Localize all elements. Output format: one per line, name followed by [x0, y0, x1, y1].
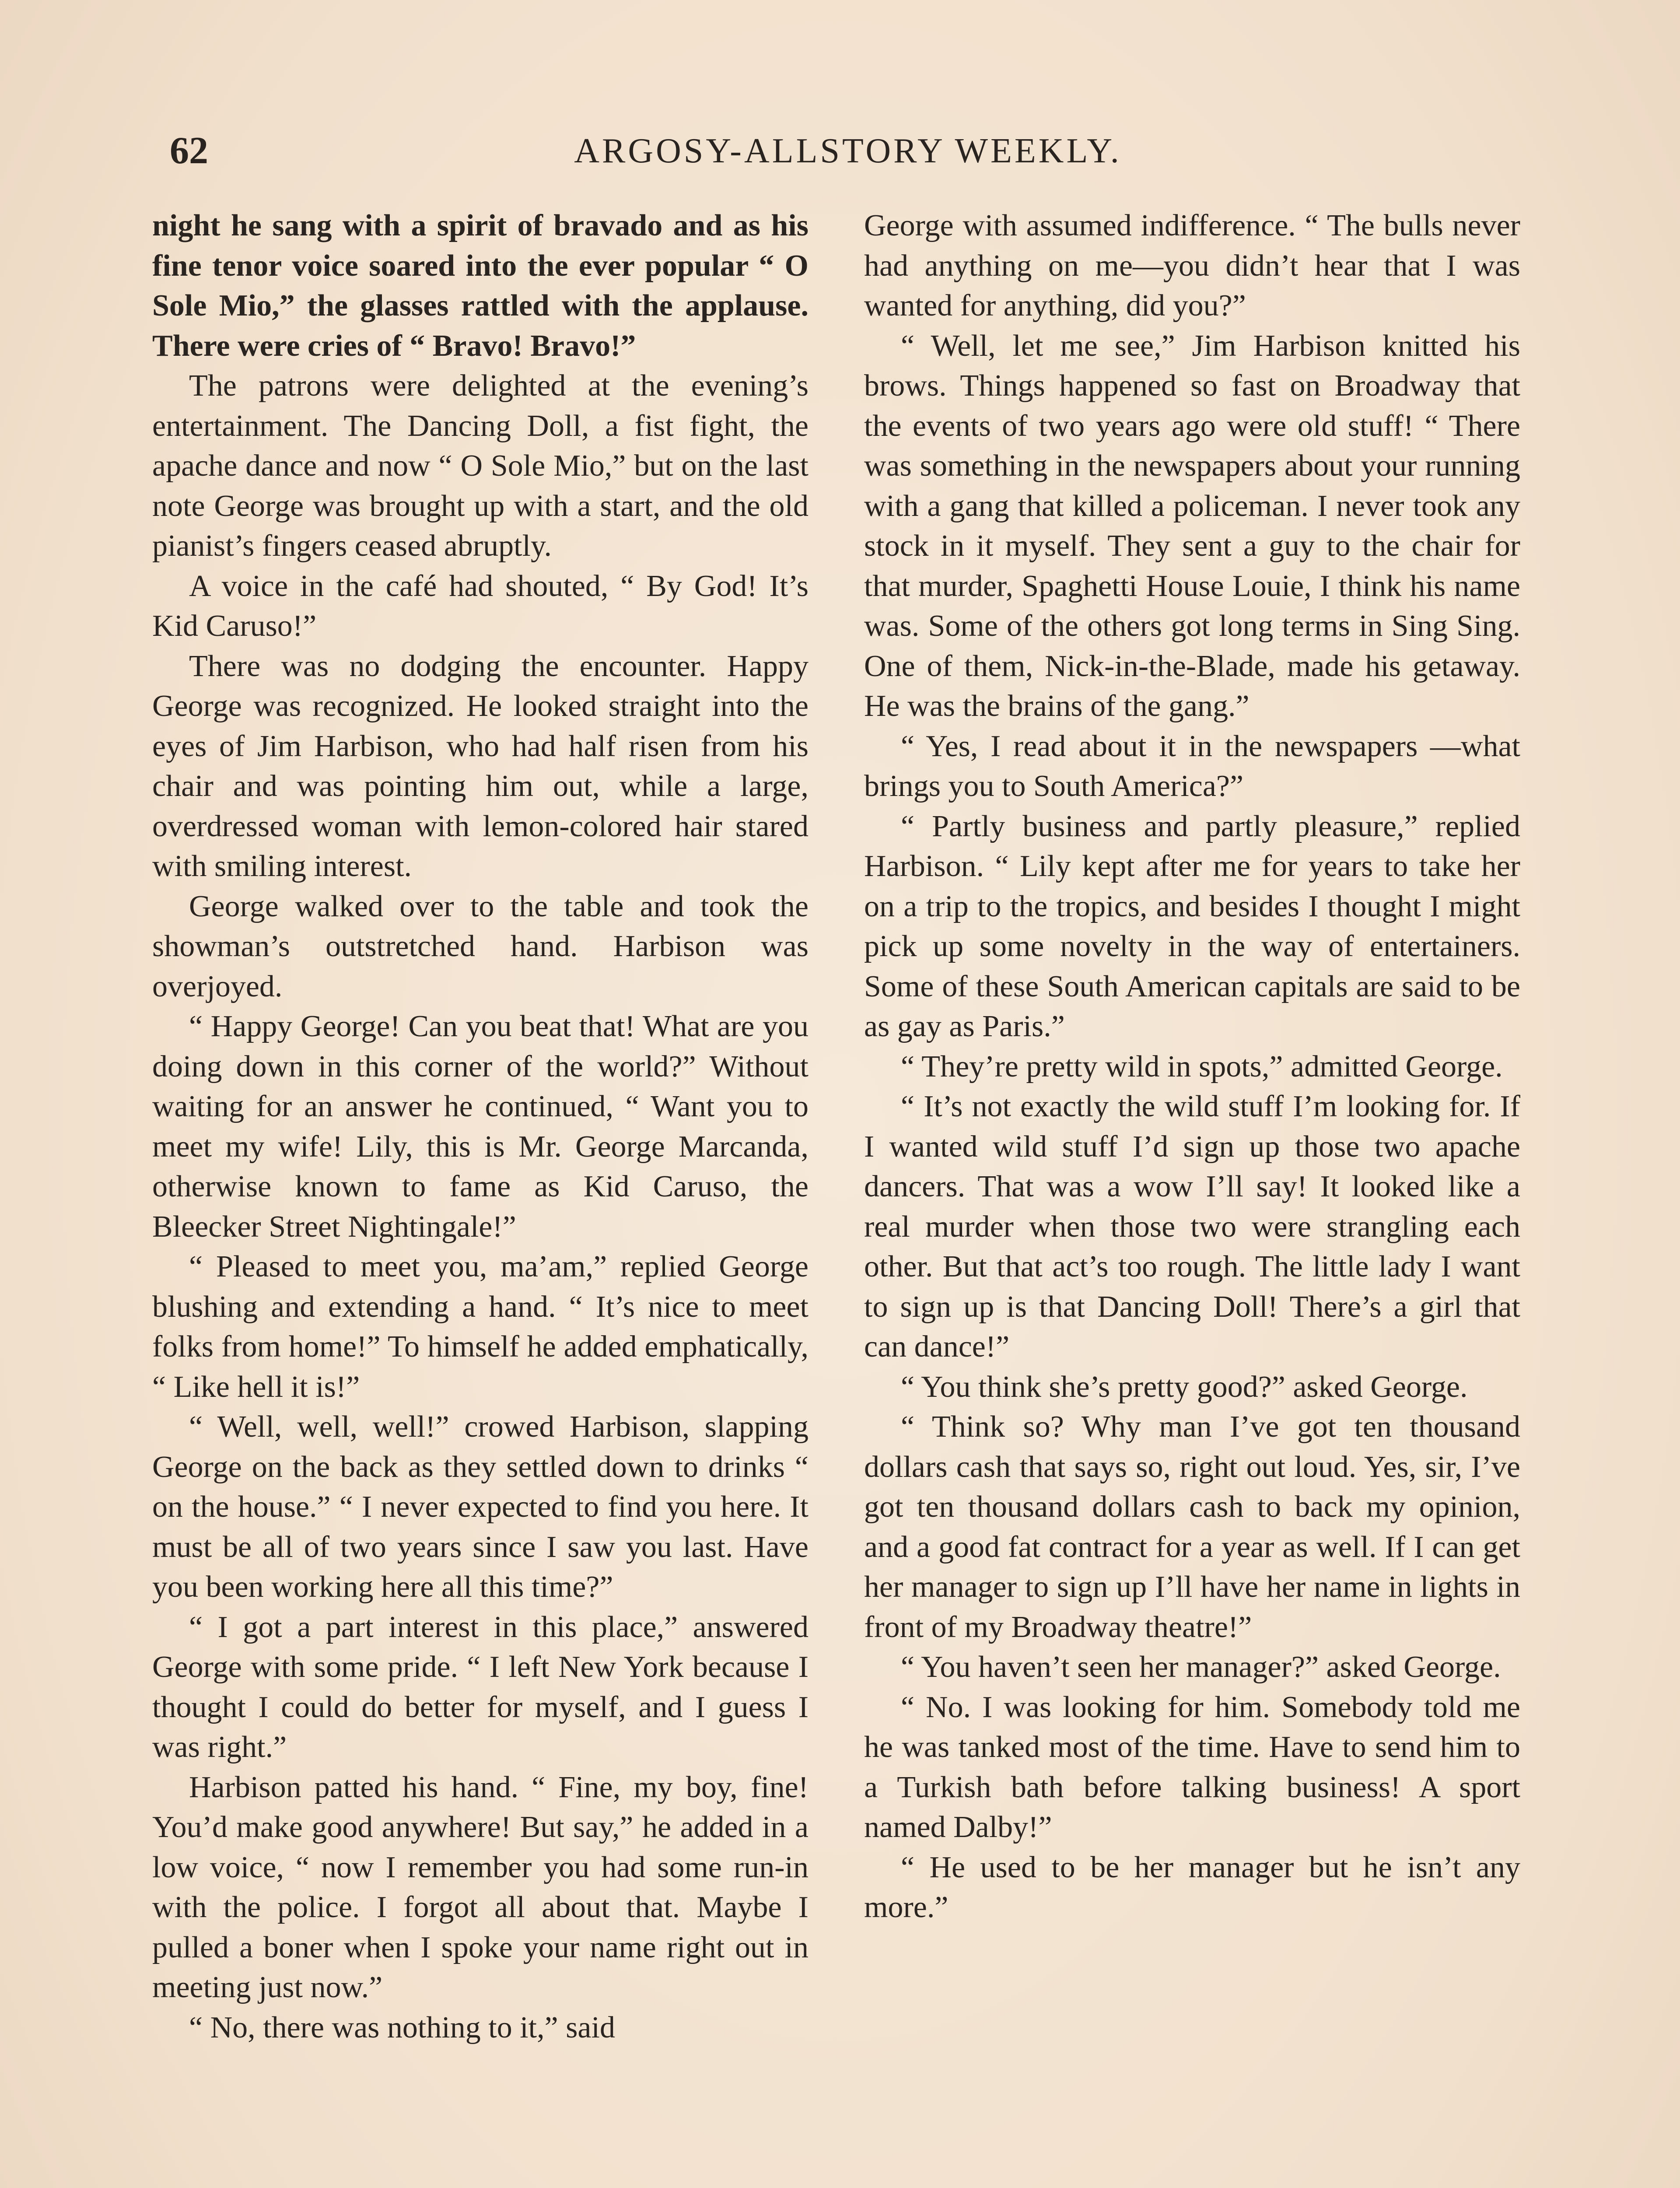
paragraph: “ He used to be her manager but he isn’t any more.” [864, 1850, 1520, 1924]
paragraph: “ Yes, I read about it in the newspapers —what brings you to South America?” [864, 729, 1520, 803]
paragraph: “ Partly business and partly pleasure,” replied Harbison. “ Lily kept after me for years to take her on a trip to the tropics, and besides I thought I might pick up some novelty in the way of entertainers. Some of these South American capitals are said to be as gay as Paris.” [864, 809, 1520, 1043]
paragraph: The patrons were delighted at the evening’s entertainment. The Dancing Doll, a fist fight, the apache dance and now “ O Sole Mio,” but on the last note George was brought up with a start, and the old pianist’s fingers ceased abruptly. [152, 369, 808, 563]
paragraph: “ Well, well, well!” crowed Harbison, slapping George on the back as they settled down to drinks “ on the house.” “ I never expected to find you here. It must be all of two years since I saw you last. Have you been working here all this time?” [152, 1410, 808, 1604]
paragraph: A voice in the café had shouted, “ By God! It’s Kid Caruso!” [152, 569, 808, 643]
page-header [170, 127, 1526, 175]
paragraph: “ Happy George! Can you beat that! What are you doing down in this corner of the world?” Without waiting for an answer he continued, “ Want you to meet my wife! Lily, this is Mr. George Marcanda, otherwise known to fame as Kid Caruso, the Bleecker Street Nightingale!” [152, 1010, 808, 1244]
paragraph: George with assumed indifference. “ The bulls never had anything on me—you didn’t hear that I was wanted for anything, did you?” [864, 209, 1520, 323]
paragraph: “ They’re pretty wild in spots,” admitted George. [901, 1049, 1503, 1083]
paragraph: “ You haven’t seen her manager?” asked George. [901, 1650, 1501, 1684]
paragraph: “ I got a part interest in this place,” answered George with some pride. “ I left New York because I thought I could do better for myself, and I guess I was right.” [152, 1610, 808, 1764]
running-head: ARGOSY-ALLSTORY WEEKLY. [574, 132, 1122, 170]
paragraph: “ Think so? Why man I’ve got ten thousand dollars cash that says so, right out loud. Yes, sir, I’ve got ten thousand dollars cash to back my opinion, and a good fat contract for a year as well. If I can get her manager to sign up I’ll have her name in lights in front of my Broadway theatre!” [864, 1410, 1520, 1644]
page-number: 62 [170, 130, 208, 172]
paragraph: “ No, there was nothing to it,” said [189, 2010, 615, 2044]
paragraph: night he sang with a spirit of bravado and as his fine tenor voice soared into the ever popular “ O Sole Mio,” the glasses rattled with the applause. There were cries of “ Bravo! Bravo!” [152, 209, 808, 363]
paragraph: Harbison patted his hand. “ Fine, my boy, fine! You’d make good anywhere! But say,” he added in a low voice, “ now I remember you had some run-in with the police. I forgot all about that. Maybe I pulled a boner when I spoke your name right out in meeting just now.” [152, 1770, 808, 2004]
paragraph: George walked over to the table and took the showman’s outstretched hand. Harbison was overjoyed. [152, 889, 808, 1003]
paragraph: “ No. I was looking for him. Somebody told me he was tanked most of the time. Have to send him to a Turkish bath before talking business! A sport named Dalby!” [864, 1690, 1520, 1844]
paragraph: “ Well, let me see,” Jim Harbison knitted his brows. Things happened so fast on Broadway that the events of two years ago were old stuff! “ There was something in the newspapers about your running with a gang that killed a policeman. I never took any stock in it myself. They sent a guy to the chair for that murder, Spaghetti House Louie, I think his name was. Some of the others got long terms in Sing Sing. One of them, Nick-in-the-Blade, made his getaway. He was the brains of the gang.” [864, 329, 1520, 723]
paragraph: “ It’s not exactly the wild stuff I’m looking for. If I wanted wild stuff I’d sign up those two apache dancers. That was a wow I’ll say! It looked like a real murder when those two were strangling each other. But that act’s too rough. The little lady I want to sign up is that Dancing Doll! There’s a girl that can dance!” [864, 1090, 1520, 1364]
left-column [152, 206, 808, 2048]
paragraph: “ Pleased to meet you, ma’am,” replied George blushing and extending a hand. “ It’s nice to meet folks from home!” To himself he added emphatically, “ Like hell it is!” [152, 1250, 808, 1404]
paragraph: “ You think she’s pretty good?” asked George. [901, 1370, 1468, 1404]
paragraph: There was no dodging the encounter. Happy George was recognized. He looked straight into the eyes of Jim Harbison, who had half risen from his chair and was pointing him out, while a large, overdressed woman with lemon-colored hair stared with smiling interest. [152, 649, 808, 883]
right-column [864, 206, 1520, 1928]
